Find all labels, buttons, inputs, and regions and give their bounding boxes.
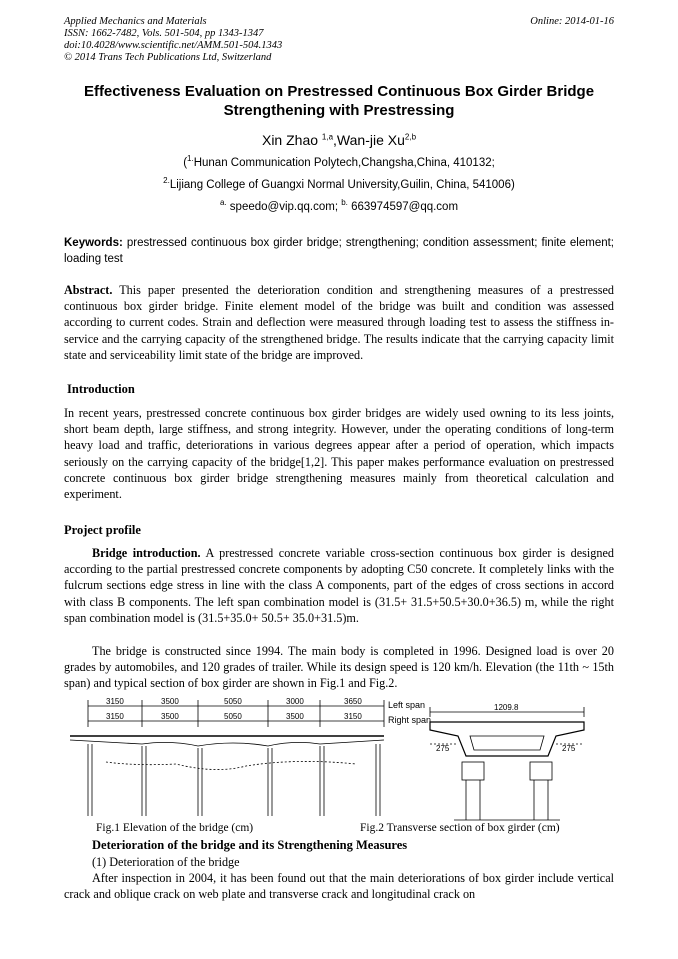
- section-width-label: 1209.8: [494, 703, 519, 712]
- abstract: [64, 282, 614, 363]
- section-left-dim: 275: [436, 744, 450, 753]
- abstract-label: Abstract.: [64, 283, 113, 297]
- author-1-sup: 1,a: [321, 132, 334, 142]
- online-date: Online: 2014-01-16: [530, 16, 614, 27]
- keywords-text: prestressed continuous box girder bridge; strengthening; condition assessment; finite element; loading test: [64, 237, 614, 265]
- top-dim-2: 3500: [161, 697, 179, 706]
- author-2: ,Wan-jie Xu: [333, 132, 405, 148]
- top-dim-3: 5050: [224, 697, 242, 706]
- affiliation-1: [64, 154, 614, 169]
- left-span-label: Left span: [388, 700, 426, 710]
- top-dim-4: 3000: [286, 697, 304, 706]
- box-girder-outline: [430, 722, 584, 756]
- journal-header: [64, 16, 282, 64]
- box-cell: [470, 736, 544, 750]
- section-right-dim: 275: [562, 744, 576, 753]
- title-line-1: Effectiveness Evaluation on Prestressed Continuous Box Girder Bridge: [83, 83, 595, 100]
- aff-open-paren: (: [183, 157, 188, 169]
- deterioration-text: After inspection in 2004, it has been found out that the main deteriorations of box girder include vertical crack and oblique crack on web plate and transverse crack and longitudinal crack on: [64, 871, 614, 902]
- construction-paragraph: The bridge is constructed since 1994. The main body is completed in 1996. Designed load is over 20 grades by automobiles, and 120 grades of trailer. While its design speed is 120 km/h. Elevation (the 11th ~ 15th span) and typical section of box girder are shown in Fig.1 and Fig.2.: [64, 644, 614, 691]
- introduction-heading: Introduction: [67, 382, 135, 396]
- fig2-section-drawing: [424, 700, 594, 824]
- aff-2-text: Lijiang College of Guangxi Normal University,Guilin, China, 541006): [169, 179, 515, 191]
- issn-line: ISSN: 1662-7482, Vols. 501-504, pp 1343-1347: [64, 28, 264, 39]
- project-heading: Project profile: [64, 523, 141, 537]
- abstract-text: This paper presented the deterioration condition and strengthening measures of a prestressed continuous box girder bridge. Finite element model of the bridge was built and condition was assessed according to current codes. Strain and deflection were measured through loading test to assess the stiffness in-service and the carrying capacity of the strengthened bridge. The results indicate that the carrying capacity limit state and serviceability limit state of the bridge are improved.: [64, 283, 614, 362]
- top-dim-5: 3650: [344, 697, 362, 706]
- right-pier-cap: [530, 762, 552, 780]
- fig1-caption: Fig.1 Elevation of the bridge (cm): [96, 822, 254, 834]
- left-pier-cap: [462, 762, 484, 780]
- aff-1-text: Hunan Communication Polytech,Changsha,China, 410132;: [193, 157, 495, 169]
- journal-name: Applied Mechanics and Materials: [64, 16, 207, 27]
- bot-dim-5: 3150: [344, 712, 362, 721]
- paper-title: [64, 82, 614, 120]
- bot-dim-1: 3150: [106, 712, 124, 721]
- doi-line[interactable]: doi:10.4028/www.scientific.net/AMM.501-504.1343: [64, 40, 283, 51]
- copyright-line: © 2014 Trans Tech Publications Ltd, Switzerland: [64, 52, 272, 63]
- author-list: [64, 132, 614, 148]
- deterioration-heading: Deterioration of the bridge and its Strengthening Measures: [92, 838, 408, 852]
- right-span-label: Right span: [388, 715, 432, 725]
- aff-2-sup: 2.: [163, 176, 170, 186]
- email-b[interactable]: 663974597@qq.com: [347, 201, 459, 213]
- bot-dim-3: 5050: [224, 712, 242, 721]
- bridge-intro-label: Bridge introduction.: [92, 546, 201, 560]
- keywords: [64, 235, 614, 267]
- fig2-caption: Fig.2 Transverse section of box girder (cm): [360, 822, 560, 834]
- author-2-sup: 2,b: [404, 132, 417, 142]
- bridge-introduction: [64, 545, 614, 626]
- aff-1-sup: 1.: [187, 154, 194, 164]
- email-b-sup: b.: [341, 198, 348, 208]
- ground-profile: [106, 761, 356, 769]
- email-a[interactable]: speedo@vip.qq.com;: [226, 201, 342, 213]
- girder-soffit: [70, 740, 384, 746]
- bot-dim-4: 3500: [286, 712, 304, 721]
- bot-dim-2: 3500: [161, 712, 179, 721]
- bridge-intro-text: A prestressed concrete variable cross-section continuous box girder is designed according to the partial prestressed concrete components by adopting C50 concrete. It completely links with the fulcrum sections edge stress in line with the class A components, part of the edges of cross sections in accord with class B components. The left span combination model is (31.5+ 31.5+50.5+30.0+36.5) m, while the right span combination model is (31.5+35.0+ 50.5+ 35.0+31.5)m.: [64, 546, 614, 625]
- email-line: [64, 198, 614, 213]
- author-1: Xin Zhao: [261, 132, 322, 148]
- introduction-text: In recent years, prestressed concrete continuous box girder bridges are widely used owning to its less joints, short beam depth, large stiffness, and strong integrity. However, under the operating conditions of long-term heavy load and traffic, deteriorations in various degrees appear after a period of operation, which impacts seriously on the carrying capacity of the bridge[1,2]. This paper makes performance evaluation on prestressed concrete continuous box girder bridge strengthening measures mainly from theoretical calculation and experiment.: [64, 406, 614, 502]
- keywords-label: Keywords:: [64, 237, 123, 249]
- title-line-2: Strengthening with Prestressing: [223, 102, 455, 119]
- affiliation-2: [64, 176, 614, 191]
- email-a-sup: a.: [219, 198, 227, 208]
- deterioration-subheading: (1) Deterioration of the bridge: [92, 855, 240, 869]
- top-dim-1: 3150: [106, 697, 124, 706]
- fig1-elevation-drawing: [66, 694, 432, 824]
